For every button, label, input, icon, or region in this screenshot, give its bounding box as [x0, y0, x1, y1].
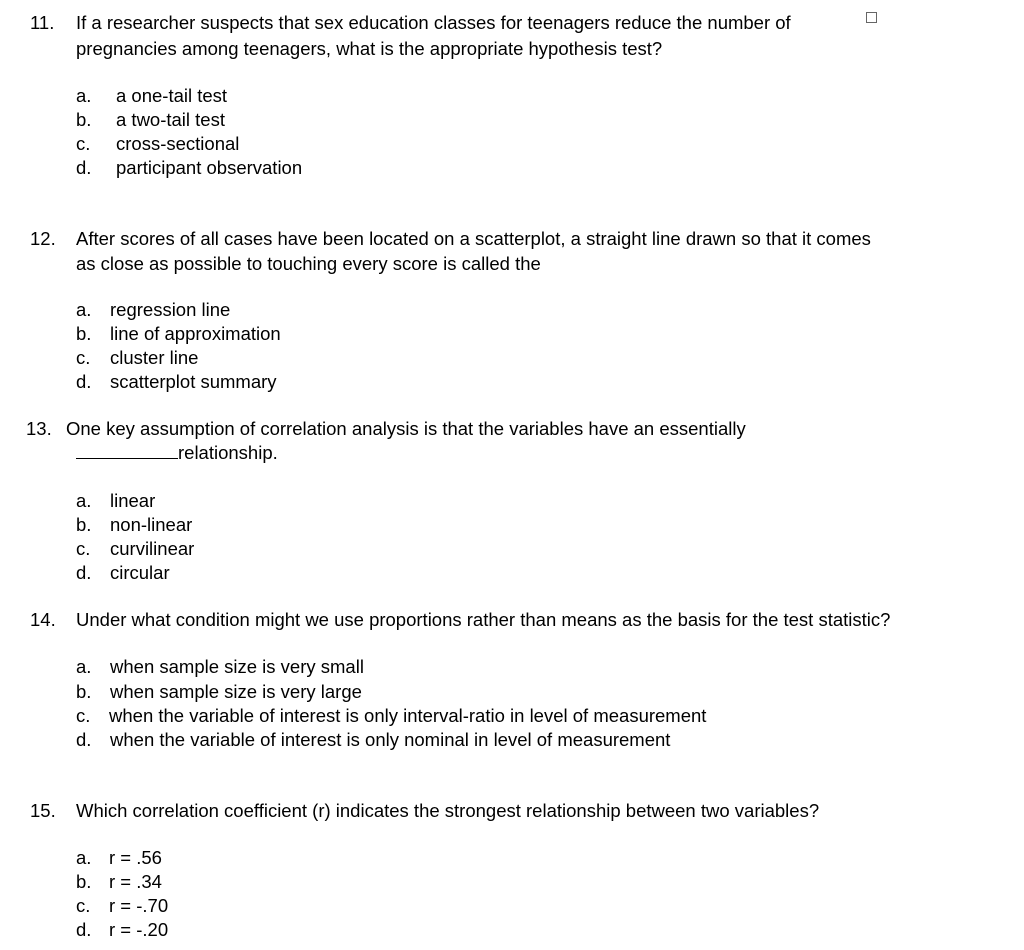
question-stem-line: Which correlation coefficient (r) indicates the strongest relationship between two variables? — [76, 800, 820, 821]
answer-blank — [76, 441, 178, 459]
option-letter: b. — [76, 871, 92, 892]
option-letter: a. — [76, 490, 92, 511]
option-text: when the variable of interest is only nominal in level of measurement — [110, 729, 671, 750]
option-letter: a. — [76, 847, 92, 868]
option-letter: d. — [76, 919, 92, 940]
comment-marker-icon — [866, 12, 877, 23]
option-text: cluster line — [110, 347, 199, 368]
option-letter: b. — [76, 681, 92, 702]
option-text: r = .34 — [109, 871, 162, 892]
question-stem-line: relationship. — [178, 442, 278, 463]
question-stem-line: Under what condition might we use proportions rather than means as the basis for the test statistic? — [76, 609, 891, 630]
option-letter: d. — [76, 729, 92, 750]
option-letter: c. — [76, 347, 91, 368]
option-letter: a. — [76, 656, 92, 677]
question-number: 13. — [26, 418, 52, 439]
question-stem-line: as close as possible to touching every score is called the — [76, 253, 541, 274]
option-letter: d. — [76, 371, 92, 392]
option-text: non-linear — [110, 514, 193, 535]
option-text: a two-tail test — [116, 109, 225, 130]
option-text: curvilinear — [110, 538, 195, 559]
question-stem-line: After scores of all cases have been located on a scatterplot, a straight line drawn so that it comes — [76, 228, 871, 249]
option-letter: c. — [76, 133, 91, 154]
option-letter: a. — [76, 85, 92, 106]
option-text: circular — [110, 562, 170, 583]
option-text: when the variable of interest is only interval-ratio in level of measurement — [109, 705, 707, 726]
option-text: line of approximation — [110, 323, 281, 344]
option-text: scatterplot summary — [110, 371, 277, 392]
option-letter: d. — [76, 157, 92, 178]
option-text: r = .56 — [109, 847, 162, 868]
question-stem-line: pregnancies among teenagers, what is the appropriate hypothesis test? — [76, 38, 663, 59]
question-stem-line: One key assumption of correlation analysis is that the variables have an essentially — [66, 418, 746, 439]
option-letter: b. — [76, 323, 92, 344]
option-text: r = -.20 — [109, 919, 169, 940]
question-number: 15. — [30, 800, 56, 821]
option-text: r = -.70 — [109, 895, 169, 916]
option-text: participant observation — [116, 157, 303, 178]
option-text: when sample size is very large — [110, 681, 362, 702]
option-letter: b. — [76, 514, 92, 535]
option-letter: c. — [76, 895, 91, 916]
option-text: a one-tail test — [116, 85, 228, 106]
option-letter: b. — [76, 109, 92, 130]
question-number: 11. — [30, 12, 55, 33]
question-stem-line: If a researcher suspects that sex education classes for teenagers reduce the number of — [76, 12, 791, 33]
option-text: linear — [110, 490, 156, 511]
option-text: regression line — [110, 299, 231, 320]
option-text: when sample size is very small — [110, 656, 364, 677]
fill-in-blank-line — [76, 441, 278, 465]
question-number: 14. — [30, 609, 56, 630]
option-letter: a. — [76, 299, 92, 320]
option-letter: c. — [76, 538, 91, 559]
question-number: 12. — [30, 228, 56, 249]
option-letter: c. — [76, 705, 91, 726]
option-text: cross-sectional — [116, 133, 240, 154]
option-letter: d. — [76, 562, 92, 583]
